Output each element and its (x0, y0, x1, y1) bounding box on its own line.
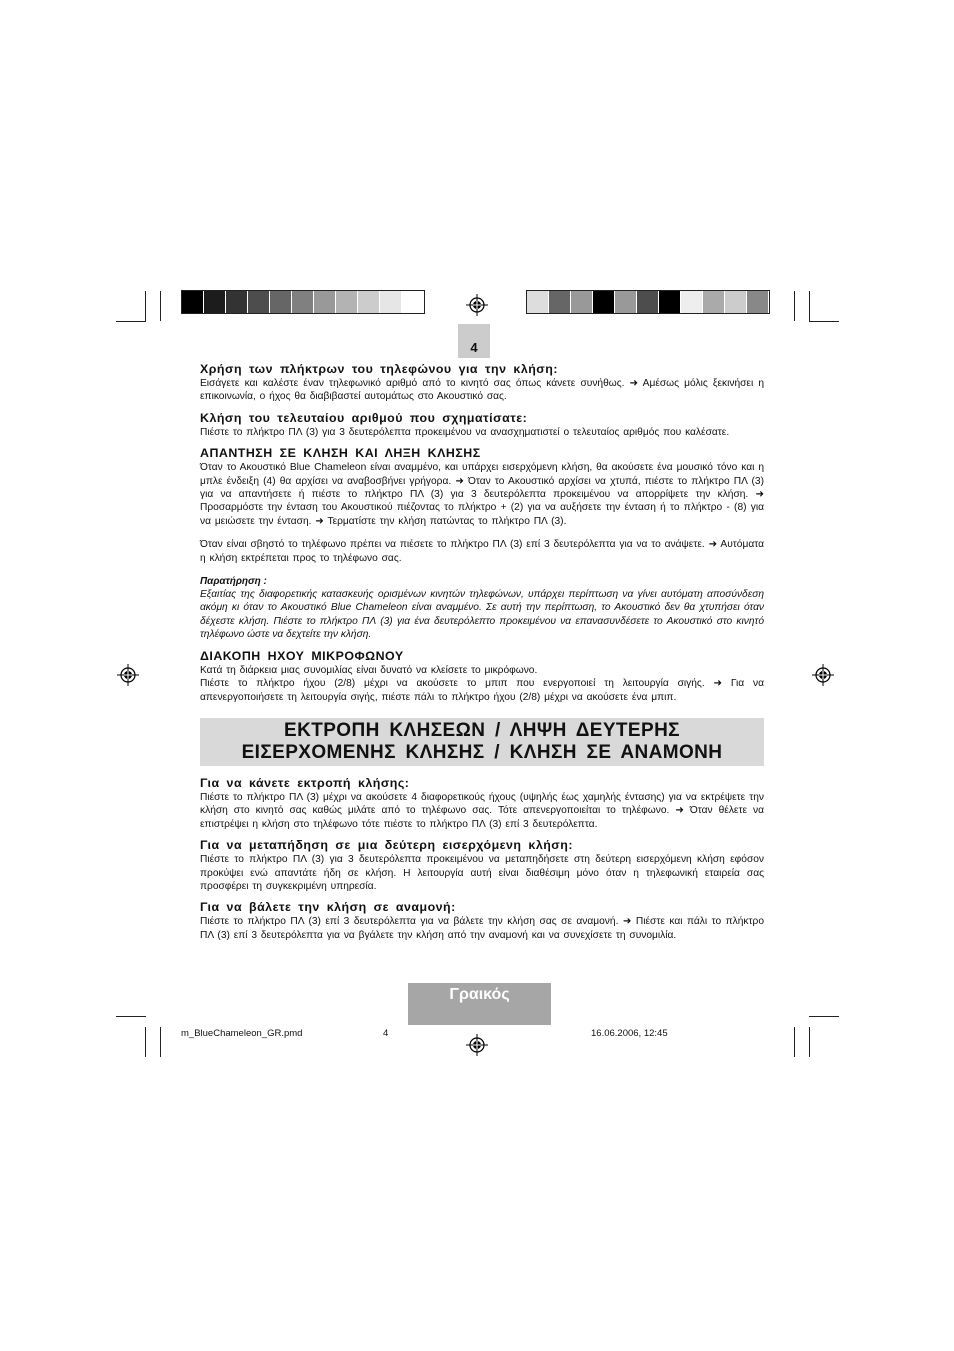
section-text: Όταν το Ακουστικό Blue Chameleon είναι αναμμένο, και υπάρχει εισερχόμενη κλήση, θα ακούσετε ένα μουσικό τόνο και η μπλε ένδειξη (4) θα αρχίσει να αναβοσβήνει γρήγορα. ➜ Όταν το Ακουστικό αρχίσει να χτυπά, πιέστε το πλήκτρο ΠΛ (3) για να απαντήσετε ή πιέστε το πλήκτρο ΠΛ (3) για 3 δευτερόλεπτα προκειμένου να απορρίψετε την κλήση. ➜ Προσαρμόστε την ένταση του Ακουστικού πιέζοντας το πλήκτρο + (2) για να αυξήσετε την ένταση ή το πλήκτρο - (8) για να μειώσετε την ένταση. ➜ Τερματίστε την κλήση πατώντας το πλήκτρο ΠΛ (3). (200, 462, 764, 527)
section-title: ΑΠΑΝΤΗΣΗ ΣΕ ΚΛΗΣΗ ΚΑΙ ΛΗΞΗ ΚΛΗΣΗΣ (200, 446, 481, 461)
crop-mark (160, 1027, 161, 1057)
color-bar-right (526, 290, 770, 314)
footer-page: 4 (383, 1028, 389, 1039)
crop-mark (809, 1027, 810, 1057)
color-bar-left (181, 290, 425, 314)
section-text: Κατά τη διάρκεια μιας συνομιλίας είναι δυνατό να κλείσετε το μικρόφωνο. (200, 664, 538, 676)
section-title: Για να μεταπήδηση σε μια δεύτερη εισερχόμενη κλήση: (200, 838, 573, 853)
main-content (200, 362, 764, 942)
crop-mark (160, 291, 161, 321)
registration-target-icon (117, 664, 139, 686)
section-title: Κλήση του τελευταίου αριθμού που σχηματίσατε: (200, 410, 528, 425)
section-text: Πιέστε το πλήκτρο ΠΛ (3) για 3 δευτερόλεπτα προκειμένου να ανασχηματιστεί ο τελευταίος αριθμός που καλέσατε. (200, 426, 730, 438)
page-number: 4 (458, 324, 490, 358)
color-swatch (703, 291, 725, 313)
crop-mark (116, 321, 146, 322)
color-swatch (226, 291, 248, 313)
section-text: Πιέστε το πλήκτρο ΠΛ (3) μέχρι να ακούσετε 4 διαφορετικούς ήχους (υψηλής έως χαμηλής έντασης) για να εκτρέψετε την κλήση στο κινητό σας καθώς μιλάτε από το τηλέφωνο σας. Τότε απενεργοποιείται το τηλέφωνο. ➜ Όταν θέλετε να επιστρέψει η κλήση στο τηλέφωνο τότε πιέστε το πλήκτρο ΠΛ (3) επί 3 δευτερόλεπτα. (200, 791, 764, 830)
crop-mark (809, 321, 839, 322)
color-swatch (571, 291, 593, 313)
banner-line: ΕΙΣΕΡΧΟΜΕΝΗΣ ΚΛΗΣΗΣ / ΚΛΗΣΗ ΣΕ ΑΝΑΜΟΝΗ (241, 741, 723, 763)
chapter-banner (200, 718, 764, 766)
color-swatch (725, 291, 747, 313)
footer-datetime: 16.06.2006, 12:45 (591, 1028, 668, 1039)
color-swatch (402, 291, 424, 313)
color-swatch (659, 291, 681, 313)
section-text: Όταν είναι σβηστό το τηλέφωνο πρέπει να πιέσετε το πλήκτρο ΠΛ (3) επί 3 δευτερόλεπτα για να το ανάψετε. ➜ Αυτόματα η κλήση εκτρέπεται προς το τηλέφωνο σας. (200, 539, 764, 564)
language-label: Γραικός (408, 983, 551, 1025)
color-swatch (593, 291, 615, 313)
crop-mark (794, 1027, 795, 1057)
section-text: Πιέστε το πλήκτρο ΠΛ (3) για 3 δευτερόλεπτα προκειμένου να μεταπηδήσετε στη δεύτερη εισερχόμενη κλήση εφόσον προκύψει ενώ απαντάτε ήδη σε κλήση. Η λειτουργία αυτή είναι διαθέσιμη μόνο όταν η τηλεφωνική εταιρεία σας προσφέρει τη συγκεκριμένη υπηρεσία. (200, 854, 764, 892)
crop-mark (145, 291, 146, 321)
color-swatch (380, 291, 402, 313)
section-title: Για να βάλετε την κλήση σε αναμονή: (200, 900, 456, 915)
color-swatch (358, 291, 380, 313)
color-swatch (637, 291, 659, 313)
section-text: Εισάγετε και καλέστε έναν τηλεφωνικό αριθμό από το κινητό σας όπως κάνετε συνήθως. ➜ Αμέσως μόλις ξεκινήσει η επικοινωνία, ο ήχος θα διαβιβαστεί αυτομάτως στο Ακουστικό σας. (200, 378, 764, 403)
registration-target-icon (812, 664, 834, 686)
section-title: Χρήση των πλήκτρων του τηλεφώνου για την κλήση: (200, 362, 558, 376)
banner-line: ΕΚΤΡΟΠΗ ΚΛΗΣΕΩΝ / ΛΗΨΗ ΔΕΥΤΕΡΗΣ (284, 719, 680, 741)
section-text: Πιέστε το πλήκτρο ήχου (2/8) μέχρι να ακούσετε το μπιπ που ενεργοποιεί τη λειτουργία σιγής. ➜ Για να απενεργοποιήσετε τη λειτουργία σιγής, πιέστε πάλι το πλήκτρο ήχου (2/8) μέχρι να ακούσετε ένα μπιπ. (200, 678, 764, 703)
color-swatch (292, 291, 314, 313)
registration-target-icon (466, 1034, 488, 1056)
crop-mark (809, 291, 810, 321)
note-title: Παρατήρηση : (200, 576, 267, 588)
color-swatch (314, 291, 336, 313)
section-title: ΔΙΑΚΟΠΗ ΗΧΟΥ ΜΙΚΡΟΦΩΝΟΥ (200, 648, 404, 663)
note-text: Εξαιτίας της διαφορετικής κατασκευής ορισμένων κινητών τηλεφώνων, υπάρχει περίπτωση να γίνει αυτόματη αποσύνδεση ακόμη κι όταν το Ακουστικό Blue Chameleon είναι αναμμένο. Σε αυτή την περίπτωση, το Ακουστικό δεν θα χτυπήσει όταν δέχεστε κλήση. Πιέστε το πλήκτρο ΠΛ (3) για ένα δευτερόλεπτο προκειμένου να επανασυνδέσετε το Ακουστικό στο κινητό τηλέφωνο ώστε να δεχτείτε την κλήση. (200, 589, 764, 641)
color-swatch (615, 291, 637, 313)
registration-target-icon (466, 294, 488, 316)
color-swatch (270, 291, 292, 313)
crop-mark (809, 1016, 839, 1017)
crop-mark (794, 291, 795, 321)
color-swatch (182, 291, 204, 313)
color-swatch (527, 291, 549, 313)
color-swatch (549, 291, 571, 313)
section-title: Για να κάνετε εκτροπή κλήσης: (200, 775, 410, 790)
crop-mark (116, 1016, 146, 1017)
color-swatch (204, 291, 226, 313)
footer-filename: m_BlueChameleon_GR.pmd (181, 1028, 303, 1039)
color-swatch (747, 291, 769, 313)
color-swatch (336, 291, 358, 313)
color-swatch (248, 291, 270, 313)
crop-mark (145, 1027, 146, 1057)
color-swatch (681, 291, 703, 313)
section-text: Πιέστε το πλήκτρο ΠΛ (3) επί 3 δευτερόλεπτα για να βάλετε την κλήση σας σε αναμονή. ➜ Πιέστε και πάλι το πλήκτρο ΠΛ (3) επί 3 δευτερόλεπτα για να βγάλετε την κλήση από την αναμονή και να συνεχίσετε τη συνομιλία. (200, 916, 764, 941)
